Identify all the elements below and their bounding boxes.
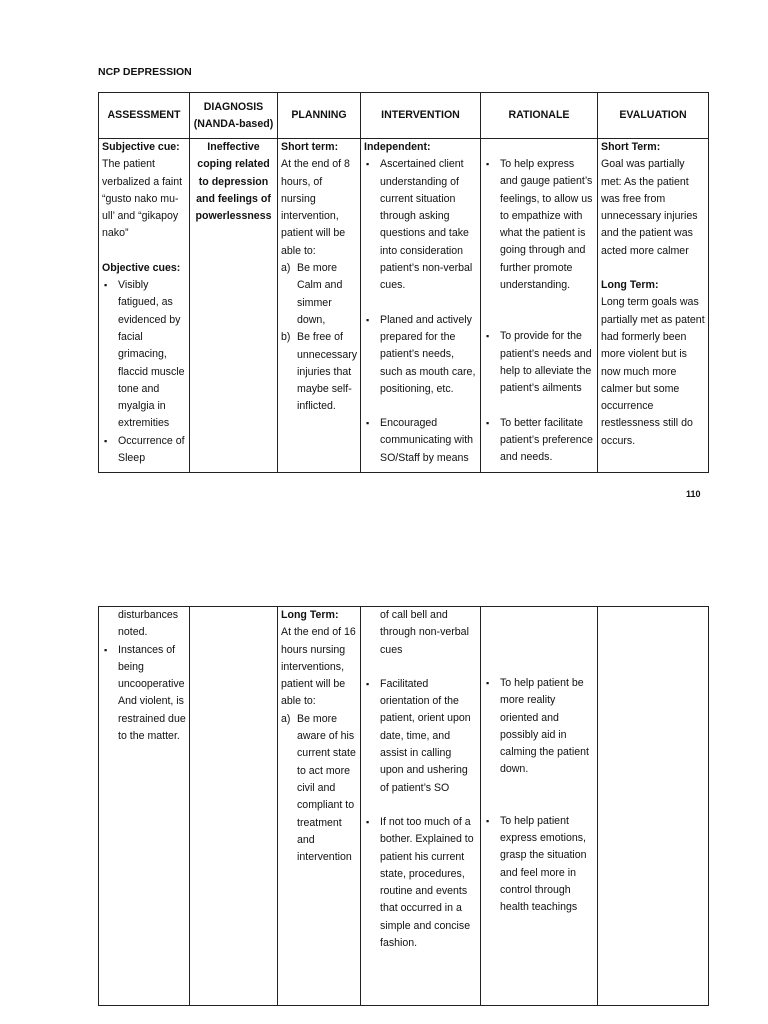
table-header-row: [99, 93, 709, 139]
header-diagnosis: DIAGNOSIS (NANDA-based): [190, 93, 278, 139]
rationale-list: [484, 156, 594, 466]
ncp-table-page-2: [98, 606, 709, 1006]
list-item: ▪ To help express and gauge patient’s feelings, to allow us to empathize with what the patient is going through and further promote understanding.: [484, 156, 594, 294]
list-item: ▪ To help patient express emotions, grasp the situation and feel more in control through health teachings: [484, 813, 594, 917]
list-item: ▪ Ascertained client understanding of current situation through asking questions and take into consideration patient’s non-verbal cues.: [364, 156, 477, 294]
list-item: ▪ Instances of being uncooperative And violent, is restrained due to the matter.: [102, 642, 186, 746]
long-term-heading: Long Term:: [281, 609, 339, 621]
long-term-goals: [281, 711, 357, 867]
list-item: ▪ To better facilitate patient’s preference and needs.: [484, 415, 594, 467]
assessment-cell: [99, 139, 190, 473]
assessment-cell: [99, 607, 190, 1006]
list-item: b) Be free of unnecessary injuries that maybe self-inflicted.: [281, 331, 358, 413]
short-term-text: At the end of 8 hours, of nursing intervention, patient will be able to:: [281, 158, 350, 257]
intervention-cell: [361, 139, 481, 473]
list-item: ▪ Planed and actively prepared for the patient’s needs, such as mouth care, positioning, etc.: [364, 312, 477, 398]
ncp-table-page-1: [98, 92, 709, 473]
intervention-list: [364, 676, 477, 952]
short-term-goals: [281, 260, 357, 416]
long-term-eval-heading: Long Term:: [601, 279, 659, 292]
table-body-row: [99, 139, 709, 473]
table-body-row: [99, 607, 709, 1006]
list-item: a) Be more aware of his current state to act more civil and compliant to treatment and intervention: [281, 712, 356, 864]
rationale-list: [484, 675, 594, 917]
objective-cues-list: [102, 642, 186, 746]
list-item: ▪ Occurrence of Sleep: [102, 433, 186, 468]
list-item: ▪ If not too much of a bother. Explained to patient his current state, procedures, routine and events that occurred in a simple and concise fashion.: [364, 814, 477, 952]
evaluation-cell: [598, 607, 709, 1006]
short-term-heading: Short term:: [281, 141, 339, 153]
list-item: ▪ To help patient be more reality oriented and possibly aid in calming the patient down.: [484, 675, 594, 779]
rationale-cell: [481, 139, 598, 473]
list-item: ▪ To provide for the patient’s needs and help to alleviate the patient’s ailments: [484, 328, 594, 397]
header-evaluation: EVALUATION: [598, 93, 709, 139]
diagnosis-cell: [190, 607, 278, 1006]
intervention-list: [364, 156, 477, 467]
header-planning: PLANNING: [278, 93, 361, 139]
diagnosis-text: Ineffective coping related to depression and feelings of powerlessness: [195, 141, 272, 223]
intervention-heading: Independent:: [364, 141, 431, 153]
list-item: ▪ Encouraged communicating with SO/Staff by means: [364, 415, 477, 467]
page-number: 110: [686, 489, 701, 499]
rationale-cell: [481, 607, 598, 1006]
planning-cell: [278, 607, 361, 1006]
long-term-eval-text: Long term goals was partially met as patent had formerly been more violent but is now much more calmer but some occurrence restlessness still do occurs.: [601, 296, 705, 447]
document-title: NCP DEPRESSION: [98, 66, 192, 78]
planning-cell: [278, 139, 361, 473]
subjective-heading: Subjective cue:: [102, 141, 180, 153]
header-rationale: RATIONALE: [481, 93, 598, 139]
continued-cue: disturbances noted.: [118, 609, 179, 639]
short-term-eval-heading: Short Term:: [601, 141, 661, 153]
diagnosis-cell: [190, 139, 278, 473]
continued-intervention: of call bell and through non-verbal cues: [380, 609, 469, 656]
long-term-text: At the end of 16 hours nursing interventions, patient will be able to:: [281, 626, 356, 708]
objective-heading: Objective cues:: [102, 261, 181, 274]
objective-cues-list: [102, 277, 186, 467]
list-item: ▪ Facilitated orientation of the patient, orient upon date, time, and assist in calling upon and ushering of patient’s SO: [364, 676, 477, 797]
header-assessment: ASSESSMENT: [99, 93, 190, 139]
short-term-eval-text: Goal was partially met: As the patient was free from unnecessary injuries and the patient was acted more calmer: [601, 158, 698, 257]
list-item: a) Be more Calm and simmer down,: [281, 262, 343, 326]
header-intervention: INTERVENTION: [361, 93, 481, 139]
intervention-cell: [361, 607, 481, 1006]
subjective-text: The patient verbalized a faint “gusto nako mu-ull’ and “gikapoy nako”: [102, 158, 183, 240]
evaluation-cell: [598, 139, 709, 473]
list-item: ▪ Visibly fatigued, as evidenced by facial grimacing, flaccid muscle tone and myalgia in extremities: [102, 277, 186, 433]
